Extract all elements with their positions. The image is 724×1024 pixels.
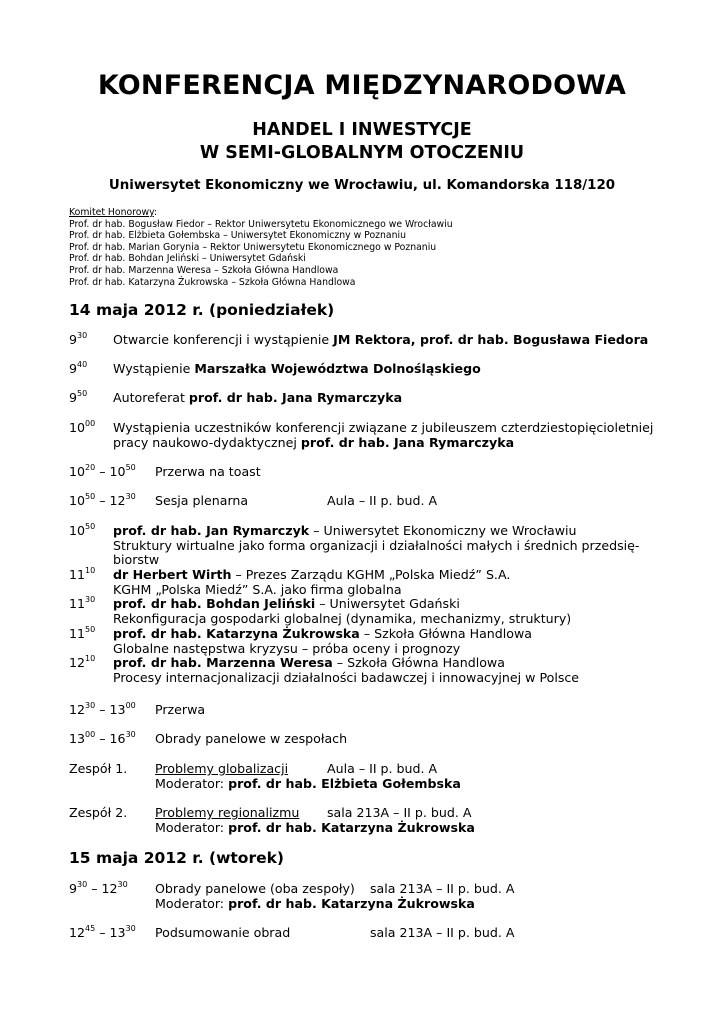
day2-heading: 15 maja 2012 r. (wtorek) [69,849,285,867]
day1-heading: 14 maja 2012 r. (poniedziałek) [69,301,335,319]
honorary-committee: Komitet Honorowy: Prof. dr hab. Bogusław Fiedor – Rektor Uniwersytetu Ekonomicznego we Wrocławiu Prof. dr hab. Elżbieta Gołembska – Uniwersytet Ekonomiczny w Poznaniu Prof. dr hab. Marian Gorynia – Rektor Uniwersytetu Ekonomicznego w Poznaniu Prof. dr hab. Bohdan Jeliński – Uniwersytet Gdański Prof. dr hab. Marzenna Weresa – Szkoła Główna Handlowa Prof. dr hab. Katarzyna Żukrowska – Szkoła Główna Handlowa [69,207,453,288]
time: $11^{30}$ [69,595,96,611]
committee-heading: Komitet Honorowy [69,207,154,218]
committee-member: Prof. dr hab. Bogusław Fiedor – Rektor Uniwersytetu Ekonomicznego we Wrocławiu [69,218,453,230]
committee-member: Prof. dr hab. Marzenna Weresa – Szkoła Główna Handlowa [69,264,339,276]
committee-member: Prof. dr hab. Marian Gorynia – Rektor Uniwersytetu Ekonomicznego w Poznaniu [69,241,437,253]
committee-member: Prof. dr hab. Katarzyna Żukrowska – Szkoła Główna Handlowa [69,276,356,288]
time: $10^{20} - 10^{50}$ [69,463,136,479]
time: $10^{00}$ [69,419,96,435]
time: $9^{50}$ [69,389,88,405]
committee-member: Prof. dr hab. Elżbieta Gołembska – Uniwersytet Ekonomiczny w Poznaniu [69,230,406,242]
conference-subtitle-line2: W SEMI-GLOBALNYM OTOCZENIU [199,143,525,163]
time: $12^{30} - 13^{00}$ [69,701,136,717]
time: $12^{10}$ [69,654,96,670]
time: $9^{40}$ [69,360,88,376]
conference-subtitle-line1: HANDEL I INWESTYCJE [252,120,472,140]
time: $9^{30} - 12^{30}$ [69,880,128,896]
committee-member: Prof. dr hab. Bohdan Jeliński – Uniwersytet Gdański [69,253,306,265]
program-page: KONFERENCJA MIĘDZYNARODOWA HANDEL I INWESTYCJE W SEMI-GLOBALNYM OTOCZENIU Uniwersytet Ekonomiczny we Wrocławiu, ul. Komandorska 118/120 Komitet Honorowy: Prof. dr hab. Bogusław Fiedor – Rektor Uniwersytetu Ekonomicznego we Wrocławiu Prof. dr hab. Elżbieta Gołembska – Uniwersytet Ekonomiczny w Poznaniu Prof. dr hab. Marian Gorynia – Rektor Uniwersytetu Ekonomicznego w Poznaniu Prof. dr hab. Bohdan Jeliński – Uniwersytet Gdański Prof. dr hab. Marzenna Weresa – Szkoła Główna Handlowa Prof. dr hab. Katarzyna Żukrowska – Szkoła Główna Handlowa 14 maja 2012 r. (poniedziałek) $9^{30}$ Otwarcie konferencji i wystąpienie JM Rektora, prof. dr hab. Bogusława Fiedora $9^{40}$ Wystąpienie Marszałka Województwa Dolnośląskiego $9^{50}$ Autoreferat prof. dr hab. Jana Rymarczyka $10^{00}$ Wystąpienia uczestników konferencji związane z jubileuszem czterdziestopięcioletniej pracy naukowo-dydaktycznej prof. dr hab. Jana Rymarczyka $10^{20} - 10^{50}$ Przerwa na toast $10^{50} - 12^{30}$ Sesja plenarna Aula – II p. bud. A $10^{50}$ prof. dr hab. Jan Rymarczyk – Uniwersytet Ekonomiczny we Wrocławiu Struktury wirtualne jako forma organizacji i działalności małych i średnich przedsię- biorstw $11^{10}$ dr Herbert Wirth – Prezes Zarządu KGHM „Polska Miedź” S.A. KGHM „Polska Miedź” S.A. jako firma globalna $11^{30}$ prof. dr hab. Bohdan Jeliński – Uniwersytet Gdański Rekonfiguracja gospodarki globalnej (dynamika, mechanizmy, struktury) $11^{50}$ prof. dr hab. Katarzyna Żukrowska – Szkoła Główna Handlowa Globalne następstwa kryzysu – próba oceny i prognozy $12^{10}$ prof. dr hab. Marzenna Weresa – Szkoła Główna Handlowa Procesy internacjonalizacji działalności badawczej i innowacyjnej w Polsce $12^{30} - 13^{00}$ Przerwa $13^{00} - 16^{30}$ Obrady panelowe w zespołach Zespół 1. Problemy globalizacji Moderator: prof. dr hab. Elżbieta Gołembska Aula – II p. bud. A Zespół 2. Problemy regionalizmu Moderator: prof. dr hab. Katarzyna Żukrowska sala 213A – II p. bud. A 15 maja 2012 r. (wtorek) $9^{30} - 12^{30}$ Obrady panelowe (oba zespoły) Moderator: prof. dr hab. Katarzyna Żukrowska sala 213A – II p. bud. A $12^{45} - 13^{30}$ Podsumowanie obrad sala 213A – II p. bud. A [0,0,724,1024]
time: $11^{50}$ [69,625,96,641]
time: $10^{50}$ [69,522,96,538]
time: $9^{30}$ [69,331,88,347]
time: $13^{00} - 16^{30}$ [69,730,136,746]
conference-venue: Uniwersytet Ekonomiczny we Wrocławiu, ul. Komandorska 118/120 [108,178,616,193]
conference-title: KONFERENCJA MIĘDZYNARODOWA [97,70,627,101]
time: $11^{10}$ [69,566,96,582]
time: $12^{45} - 13^{30}$ [69,924,136,940]
time: $10^{50} - 12^{30}$ [69,492,136,508]
